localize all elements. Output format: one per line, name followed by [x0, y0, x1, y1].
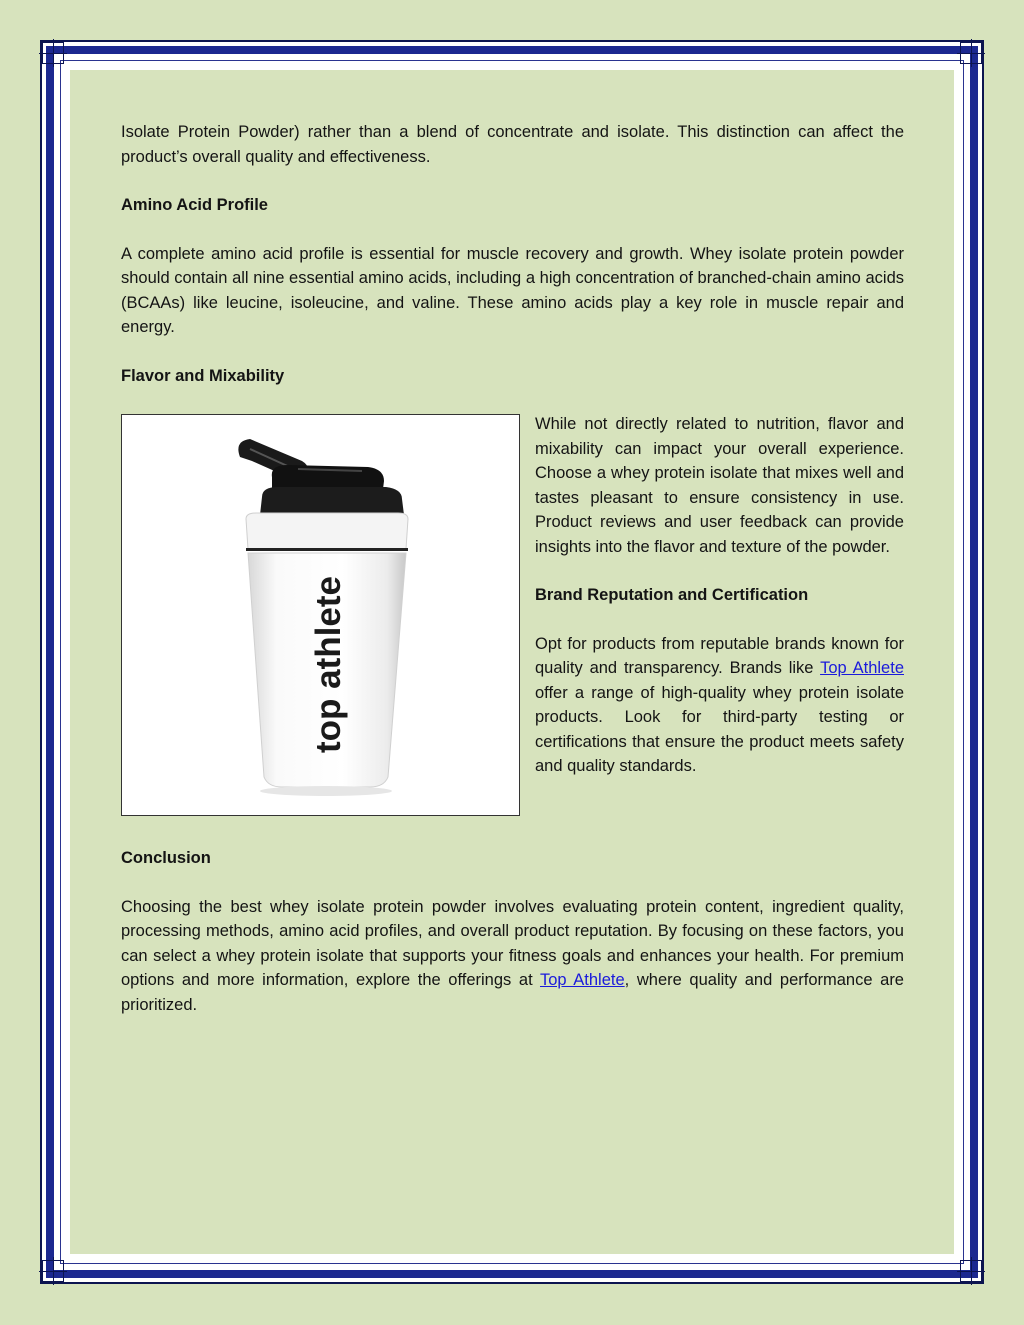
brand-heading: Brand Reputation and Certification	[535, 586, 809, 604]
brand-paragraph	[535, 632, 904, 779]
border-corner-ornament	[42, 42, 64, 64]
conclusion-heading: Conclusion	[121, 849, 211, 867]
shaker-bottle-image	[121, 414, 520, 816]
shaker-bottle-illustration	[122, 415, 519, 815]
border-corner-ornament	[960, 1260, 982, 1282]
bottle-brand-text: top athlete	[309, 576, 348, 753]
conclusion-paragraph	[121, 895, 904, 1018]
amino-paragraph: A complete amino acid profile is essential for muscle recovery and growth. Whey isolate protein powder should contain all nine essential amino acids, including a high concentration of branched-chain amino acids (BCAAs) like leucine, isoleucine, and valine. These amino acids play a key role in muscle repair and energy.	[121, 244, 904, 336]
amino-heading: Amino Acid Profile	[121, 196, 268, 214]
flavor-paragraph: While not directly related to nutrition, flavor and mixability can impact your overall experience. Choose a whey protein isolate that mixes well and tastes pleasant to ensure consistency in use. Product reviews and user feedback can provide insights into the flavor and texture of the powder.	[535, 415, 904, 556]
border-corner-ornament	[42, 1260, 64, 1282]
top-athlete-link-conclusion[interactable]: Top Athlete	[539, 971, 625, 989]
conclusion-text-after: , where quality and performance are prioritized.	[121, 971, 904, 1014]
brand-text-after: offer a range of high-quality whey protein isolate products. Look for third-party testing or certifications that ensure the product meets safety and quality standards.	[535, 683, 904, 775]
document-body	[121, 120, 904, 1041]
flavor-brand-column	[535, 412, 904, 803]
border-corner-ornament	[960, 42, 982, 64]
brand-text-before: Opt for products from reputable brands known for quality and transparency. Brands like	[535, 634, 904, 677]
flavor-brand-block	[121, 412, 904, 822]
conclusion-text-before: Choosing the best whey isolate protein powder involves evaluating protein content, ingredient quality, processing methods, amino acid profiles, and overall product reputation. By focusing on these factors, you can select a whey protein isolate that supports your fitness goals and enhances your health. For premium options and more information, explore the offerings at	[121, 897, 904, 989]
flavor-heading: Flavor and Mixability	[121, 366, 285, 385]
intro-paragraph: Isolate Protein Powder) rather than a blend of concentrate and isolate. This distinction can affect the product’s overall quality and effectiveness.	[121, 123, 904, 166]
top-athlete-link[interactable]: Top Athlete	[820, 659, 904, 677]
